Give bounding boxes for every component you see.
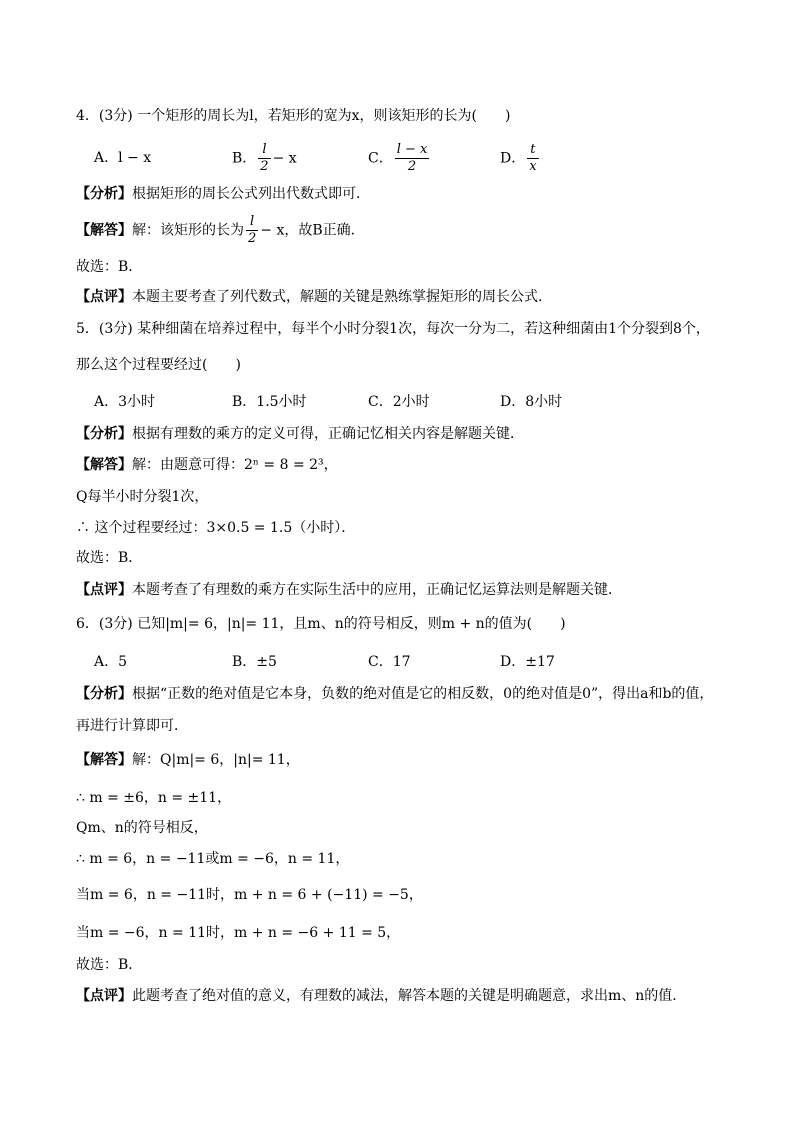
q5-comment (76, 580, 622, 600)
q5-analysis (76, 424, 524, 444)
q4-comment (76, 287, 552, 307)
q4-options (94, 142, 734, 178)
q4-option-d-denominator: x (529, 159, 537, 174)
q4-solution-post: − x，故B正确． (260, 222, 365, 239)
q6-solution-line-2: ∴ m = ±6，n = ±11， (76, 790, 232, 806)
q5-solution-line-1 (76, 455, 338, 475)
q5-analysis-tag: 【分析】 (76, 426, 132, 442)
q6-solution-line-4: ∴ m = 6，n = −11或m = −6，n = 11， (76, 851, 350, 867)
q4-option-c-denominator: 2 (407, 159, 417, 174)
q6-analysis-tag: 【分析】 (76, 686, 132, 702)
q4-option-d-numerator: t (527, 142, 538, 159)
q4-analysis (76, 184, 370, 204)
q6-option-b: B．±5 (232, 654, 277, 670)
q4-option-d-fraction (527, 142, 538, 175)
q6-stem: 6．(3分) 已知|m|= 6，|n|= 11，且m、n的符号相反，则m + n的值为( ) (76, 616, 566, 632)
q5-solution-tag: 【解答】 (76, 457, 132, 473)
q6-solution-text-1: 解：Q|m|= 6，|n|= 11， (132, 752, 300, 768)
q5-analysis-text: 根据有理数的乘方的定义可得，正确记忆相关内容是解题关键． (132, 426, 524, 442)
q4-comment-tag: 【点评】 (76, 289, 132, 305)
q6-options (94, 652, 734, 688)
q6-solution-line-1 (76, 750, 300, 770)
q5-stem-line-1: 5．(3分) 某种细菌在培养过程中，每半个小时分裂1次，每次一分为二，若这种细菌由1个分裂到8个， (76, 321, 710, 337)
q6-comment-text: 此题考查了绝对值的意义，有理数的减法，解答本题的关键是明确题意，求出m、n的值． (132, 988, 687, 1004)
q5-option-c: C．2小时 (368, 394, 430, 410)
q5-choice: 故选：B． (76, 550, 143, 566)
q6-solution-line-6: 当m = −6，n = 11时，m + n = −6 + 11 = 5， (76, 925, 401, 941)
q6-analysis-line-1 (76, 684, 713, 704)
q4-option-c-fraction (395, 142, 430, 175)
q6-solution-line-5: 当m = 6，n = −11时，m + n = 6 + (−11) = −5， (76, 887, 423, 903)
q6-solution-tag: 【解答】 (76, 752, 132, 768)
q4-comment-text: 本题主要考查了列代数式，解题的关键是熟练掌握矩形的周长公式． (132, 289, 552, 305)
q4-solution-denominator: 2 (248, 231, 257, 246)
q4-option-b-fraction (258, 142, 270, 175)
q6-option-a: A．5 (94, 654, 128, 670)
q5-option-a: A．3小时 (94, 394, 156, 410)
q4-option-d (500, 142, 541, 175)
q5-option-d: D．8小时 (500, 394, 563, 410)
q6-solution-line-3: Qm、n的符号相反， (76, 820, 208, 836)
q6-analysis-line-2: 再进行计算即可． (76, 718, 188, 734)
q5-comment-text: 本题考查了有理数的乘方在实际生活中的应用，正确记忆运算法则是解题关键． (132, 582, 622, 598)
q4-option-b-label: B． (232, 150, 257, 167)
q5-stem-line-2: 那么这个过程要经过( ) (76, 357, 241, 373)
q4-option-b-tail: − x (272, 150, 297, 167)
q4-option-b-denominator: 2 (260, 159, 269, 174)
q4-solution-tag: 【解答】 (76, 222, 132, 239)
q4-analysis-text: 根据矩形的周长公式列出代数式即可． (132, 186, 370, 202)
q4-solution-numerator: l (246, 214, 258, 231)
q4-solution-pre: 解：该矩形的长为 (132, 222, 244, 239)
q4-option-b (232, 142, 297, 175)
q4-option-c-numerator: l − x (396, 142, 428, 157)
q5-solution-line-2: Q每半小时分裂1次， (76, 489, 209, 505)
q4-solution-fraction (246, 214, 258, 247)
q4-option-b-numerator: l (258, 142, 270, 159)
q4-option-d-label: D． (500, 150, 526, 167)
q5-comment-tag: 【点评】 (76, 582, 132, 598)
q5-options (94, 392, 734, 428)
q5-solution-text-1: 解：由题意可得：2ⁿ = 8 = 2³， (132, 457, 338, 473)
q6-analysis-text-1: 根据“正数的绝对值是它本身，负数的绝对值是它的相反数，0的绝对值是0”，得出a和b的值， (132, 686, 714, 702)
q6-option-c: C．17 (368, 654, 411, 670)
q4-option-a: A．l − x (94, 150, 152, 166)
q4-stem: 4．(3分) 一个矩形的周长为l，若矩形的宽为x，则该矩形的长为( ) (76, 108, 511, 124)
q4-solution (76, 214, 365, 247)
q5-option-b: B．1.5小时 (232, 394, 307, 410)
q4-analysis-tag: 【分析】 (76, 186, 132, 202)
q6-choice: 故选：B． (76, 957, 143, 973)
q4-choice: 故选：B． (76, 259, 143, 275)
q5-solution-line-3: ∴ 这个过程要经过：3×0.5 = 1.5（小时）． (76, 520, 356, 536)
q6-comment (76, 986, 686, 1006)
q6-option-d: D．±17 (500, 654, 555, 670)
q4-option-c (368, 142, 431, 175)
q6-comment-tag: 【点评】 (76, 988, 132, 1004)
q4-option-c-label: C． (368, 150, 393, 167)
